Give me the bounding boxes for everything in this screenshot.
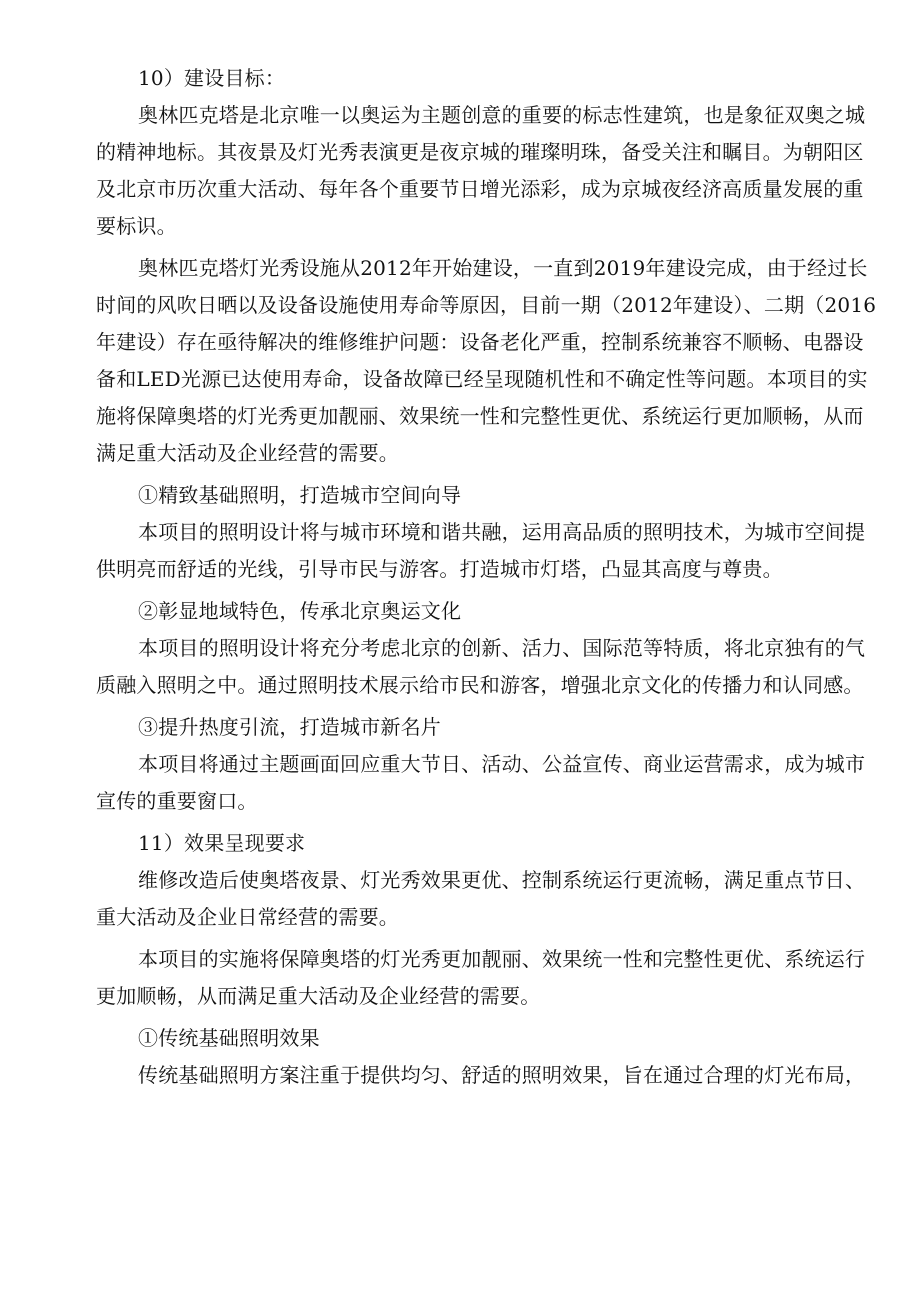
text-line: 传统基础照明方案注重于提供均匀、舒适的照明效果，旨在通过合理的灯光布局， (138, 1063, 866, 1087)
text-line: ③提升热度引流，打造城市新名片 (138, 715, 441, 739)
text-line: 备和LED光源已达使用寿命，设备故障已经呈现随机性和不确定性等问题。本项目的实 (96, 367, 868, 391)
text-line: 本项目的照明设计将与城市环境和谐共融，运用高品质的照明技术，为城市空间提 (138, 520, 866, 544)
text-line: 奥林匹克塔灯光秀设施从2012年开始建设，一直到2019年建设完成，由于经过长 (138, 256, 868, 280)
text-line: 年建设）存在亟待解决的维修维护问题：设备老化严重，控制系统兼容不顺畅、电器设 (96, 330, 864, 354)
text-line: 11）效果呈现要求 (138, 831, 306, 855)
text-line: 质融入照明之中。通过照明技术展示给市民和游客，增强北京文化的传播力和认同感。 (96, 673, 864, 697)
text-line: 时间的风吹日晒以及设备设施使用寿命等原因，目前一期（2012年建设）、二期（2016 (96, 293, 877, 317)
text-line: ②彰显地域特色，传承北京奥运文化 (138, 599, 462, 623)
document-body (96, 60, 877, 1094)
text-line: 满足重大活动及企业经营的需要。 (96, 441, 399, 465)
text-line: 施将保障奥塔的灯光秀更加靓丽、效果统一性和完整性更优、系统运行更加顺畅，从而 (96, 404, 864, 428)
text-line: 本项目将通过主题画面回应重大节日、活动、公益宣传、商业运营需求，成为城市 (138, 752, 866, 776)
text-line: ①精致基础照明，打造城市空间向导 (138, 483, 462, 507)
text-line: 及北京市历次重大活动、每年各个重要节日增光添彩，成为京城夜经济高质量发展的重 (96, 177, 864, 201)
text-line: 10）建设目标： (138, 66, 286, 90)
text-line: 重大活动及企业日常经营的需要。 (96, 905, 399, 929)
text-line: 维修改造后使奥塔夜景、灯光秀效果更优、控制系统运行更流畅，满足重点节日、 (138, 868, 866, 892)
text-line: 本项目的照明设计将充分考虑北京的创新、活力、国际范等特质，将北京独有的气 (138, 636, 866, 660)
text-line: 供明亮而舒适的光线，引导市民与游客。打造城市灯塔，凸显其高度与尊贵。 (96, 557, 783, 581)
text-line: 的精神地标。其夜景及灯光秀表演更是夜京城的璀璨明珠，备受关注和瞩目。为朝阳区 (96, 140, 864, 164)
text-line: 本项目的实施将保障奥塔的灯光秀更加靓丽、效果统一性和完整性更优、系统运行 (138, 947, 866, 971)
text-line: 宣传的重要窗口。 (96, 789, 258, 813)
text-line: 奥林匹克塔是北京唯一以奥运为主题创意的重要的标志性建筑，也是象征双奥之城 (138, 103, 866, 127)
text-line: ①传统基础照明效果 (138, 1026, 320, 1050)
text-line: 要标识。 (96, 214, 177, 238)
text-line: 更加顺畅，从而满足重大活动及企业经营的需要。 (96, 984, 541, 1008)
